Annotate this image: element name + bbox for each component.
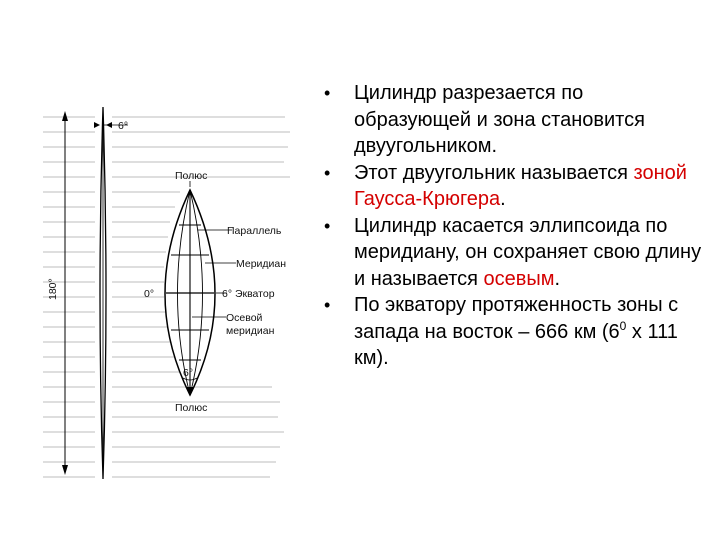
bullet-text: Цилиндр разрезается по образующей и зона становится двуугольником. (354, 82, 645, 157)
bullet-dot-icon: • (324, 162, 331, 183)
bullet-list (322, 80, 702, 372)
bullet-dot-icon: • (324, 295, 331, 315)
label-180: 180° (47, 278, 59, 300)
label-meridian: Меридиан (236, 258, 287, 270)
label-axial-1: Осевой (226, 312, 263, 324)
highlight-term: осевым (483, 267, 555, 290)
bullet-text: Этот двуугольник называется (354, 161, 634, 184)
bullet-item (322, 80, 702, 160)
superscript: 0 (619, 318, 627, 333)
bullet-text: Цилиндр касается эллипсоида по меридиану, он сохраняет свою длину и называется (354, 214, 702, 290)
bullet-dot-icon: • (324, 83, 331, 103)
lens-zone (165, 190, 215, 395)
bullet-dot-icon: • (324, 215, 331, 236)
label-angle-bottom: 6° (183, 367, 194, 379)
zone-diagram (40, 95, 310, 490)
gauss-kruger-zone-figure (40, 95, 310, 490)
bullet-item (322, 160, 702, 213)
label-angle-top: 6° (118, 120, 129, 132)
narrow-zone-strip (94, 107, 128, 479)
bullet-item (322, 292, 702, 372)
label-parallel: Параллель (227, 225, 282, 237)
label-axial-2: меридиан (226, 325, 275, 337)
bullet-text-end: . (554, 267, 561, 290)
label-pole-top: Полюс (175, 170, 208, 182)
label-pole-bottom: Полюс (175, 402, 208, 414)
height-dimension-line (62, 111, 68, 475)
bullet-item (322, 213, 702, 293)
bullet-text-end: . (500, 188, 506, 210)
label-zero-degree: 0° (144, 288, 155, 300)
bullet-text-end: х 111 км). (354, 320, 678, 369)
highlight-term: зоной Гаусса-Крюгера (354, 161, 687, 210)
bullet-text: По экватору протяженность зоны с запада на восток – 666 км (6 (354, 294, 679, 343)
label-equator: 6° Экватор (222, 288, 275, 300)
